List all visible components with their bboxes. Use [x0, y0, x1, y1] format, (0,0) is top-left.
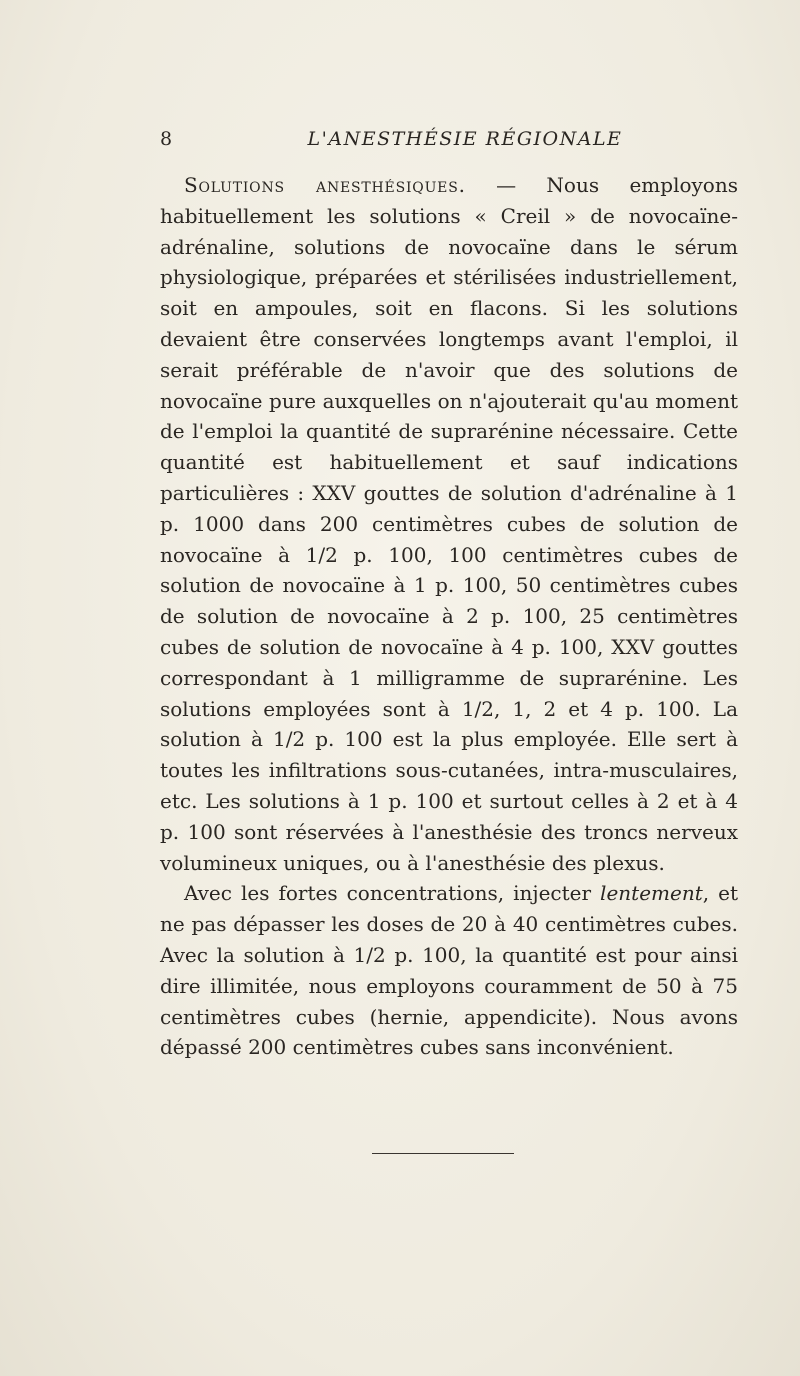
paragraph-solutions	[160, 170, 738, 878]
emphasis-lentement: lentement	[600, 881, 703, 906]
running-title: L'ANESTHÉSIE RÉGIONALE	[307, 128, 623, 150]
paragraph-2-rest: , et ne pas dépasser les doses de 20 à 40 centimètres cubes. Avec la solution à 1/2 p. 100, la quantité est pour ainsi dire illimitée, nous employons couramment de 50 à 75 centimètres cubes (hernie, appendicite). Nous avons dépassé 200 centimètres cubes sans inconvénient.	[160, 881, 738, 1060]
page-number: 8	[160, 128, 173, 150]
paragraph-concentrations	[160, 878, 738, 1063]
section-heading: Solutions anesthésiques.	[184, 173, 466, 197]
paragraph-2-start: Avec les fortes concentrations, injecter	[184, 881, 601, 906]
paragraph-1-text: — Nous employons habituellement les solutions « Creil » de novocaïne-adrénaline, solutions de novocaïne dans le sérum physiologique, préparées et stérilisées industriellement, soit en ampoules, soit en flacons. Si les solutions devaient être conservées longtemps avant l'emploi, il serait préférable de n'avoir que des solutions de novocaïne pure auxquelles on n'ajouterait qu'au moment de l'emploi la quantité de suprarénine nécessaire. Cette quantité est habituellement et sauf indications particulières : XXV gouttes de solution d'adrénaline à 1 p. 1000 dans 200 centimètres cubes de solution de novocaïne à 1/2 p. 100, 100 centimètres cubes de solution de novocaïne à 1 p. 100, 50 centimètres cubes de solution de novocaïne à 2 p. 100, 25 centimètres cubes de solution de novocaïne à 4 p. 100, XXV gouttes correspondant à 1 milligramme de suprarénine. Les solutions employées sont à 1/2, 1, 2 et 4 p. 100. La solution à 1/2 p. 100 est la plus employée. Elle sert à toutes les infiltrations sous-cutanées, intra-musculaires, etc. Les solutions à 1 p. 100 et surtout celles à 2 et à 4 p. 100 sont réservées à l'anesthésie des troncs nerveux volumineux uniques, ou à l'anesthésie des plexus.	[160, 173, 738, 875]
running-head	[160, 128, 740, 158]
body-text	[160, 170, 738, 1063]
end-rule	[372, 1153, 514, 1154]
